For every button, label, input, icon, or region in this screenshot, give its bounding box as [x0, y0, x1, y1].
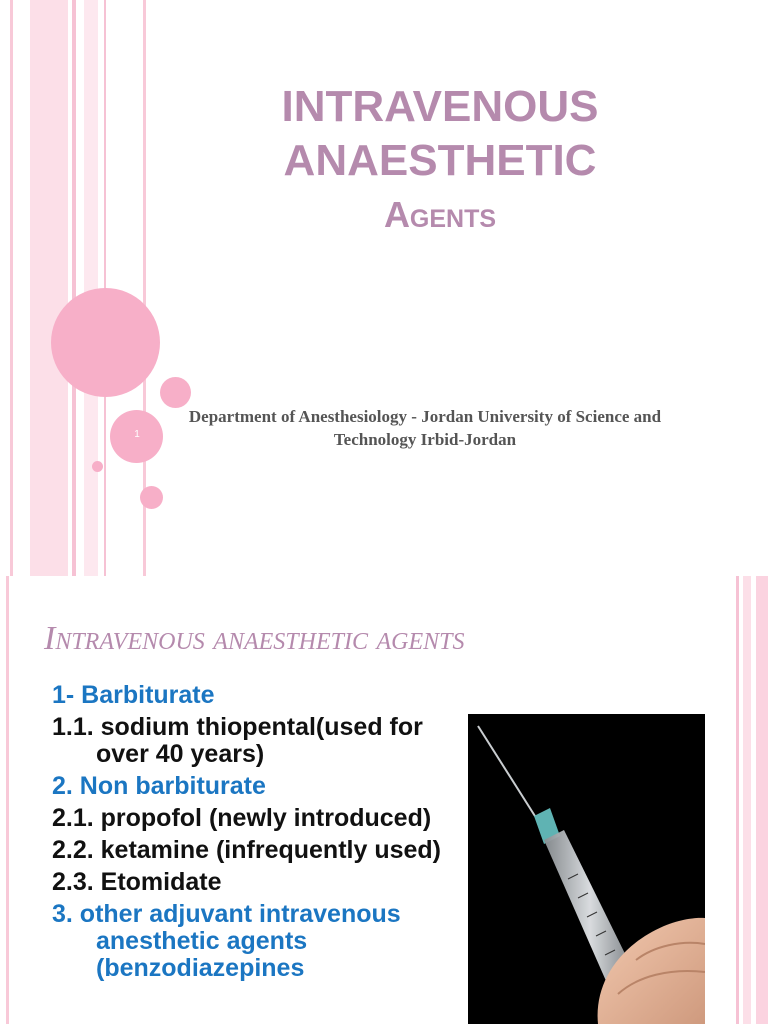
slide-subtitle [155, 405, 695, 451]
list-item: 1- Barbiturate [52, 681, 215, 709]
list-item: 2.2. ketamine (infrequently used) [52, 836, 441, 864]
subtitle-line: Technology Irbid-Jordan [333, 430, 517, 449]
decor-line [10, 0, 13, 576]
decor-line [6, 576, 9, 1024]
list-item: 2. Non barbiturate [52, 772, 266, 800]
decor-band [756, 576, 768, 1024]
decor-band [743, 576, 751, 1024]
syringe-icon [468, 714, 705, 1024]
decor-circle [92, 461, 103, 472]
slide-number: 1 [134, 429, 140, 440]
subtitle-line: Department of Anesthesiology - Jordan University of Science and [188, 407, 662, 426]
decor-band [30, 0, 68, 576]
title-line: ANAESTHETIC [283, 136, 597, 185]
list-item: 2.1. propofol (newly introduced) [52, 804, 432, 832]
list-item: 3. other adjuvant intravenous anesthetic agents (benzodiazepines [52, 900, 401, 982]
decor-circle [51, 288, 160, 397]
decor-line [72, 0, 76, 576]
decor-circle [160, 377, 191, 408]
decor-circle [140, 486, 163, 509]
agent-list [52, 682, 472, 987]
list-item: 2.3. Etomidate [52, 868, 222, 896]
decor-line [736, 576, 739, 1024]
slide-title [150, 80, 730, 242]
title-line: Agents [383, 194, 497, 235]
list-item: 1.1. sodium thiopental(used for over 40 years) [52, 713, 423, 768]
syringe-photo [468, 714, 705, 1024]
title-line: INTRAVENOUS [281, 82, 599, 131]
content-title: Intravenous anaesthetic agents [44, 620, 465, 657]
